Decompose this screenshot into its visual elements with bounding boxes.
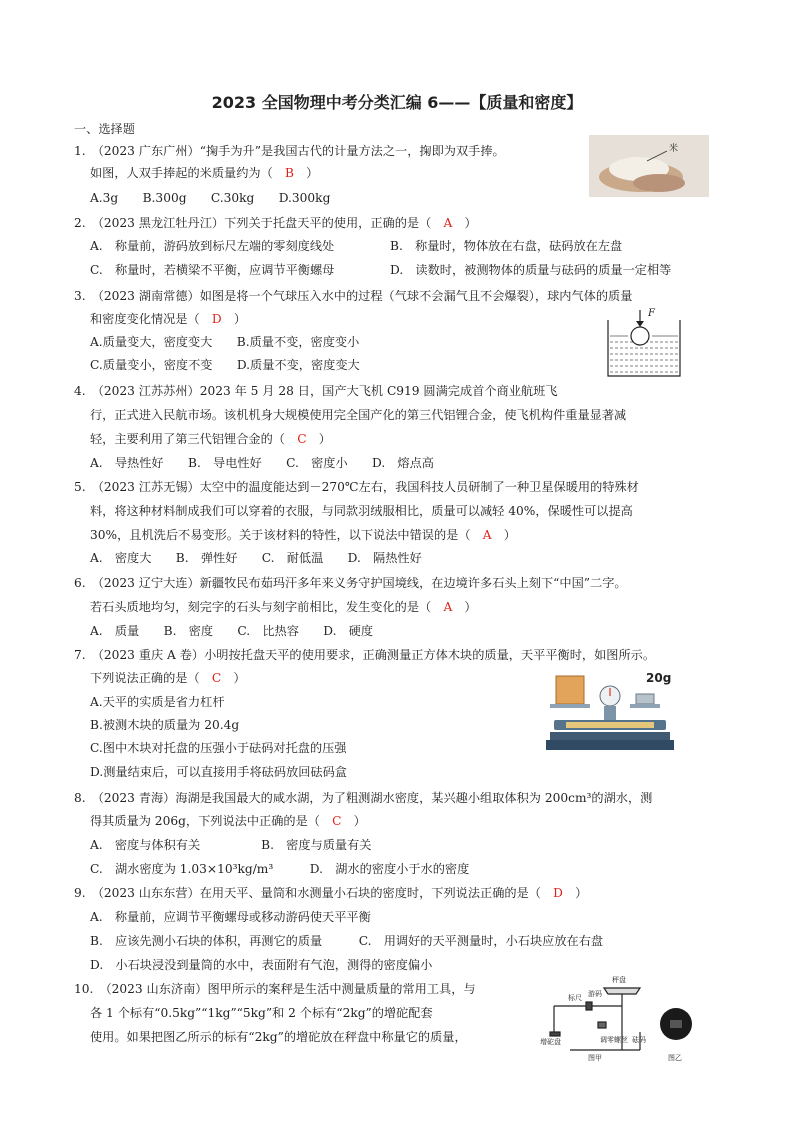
q2-option-b: B. 称量时，物体放在右盘，砝码放在左盘 [390,239,623,253]
q8-options-ab: A. 密度与体积有关 B. 密度与质量有关 [90,838,372,852]
weight-label: 20g [646,671,672,685]
rice-hands-figure [589,135,709,197]
label-figure-jia: 图甲 [588,1054,602,1062]
q9-answer: D [553,886,563,900]
q5-options: A. 密度大 B. 弹性好 C. 耐低温 D. 隔热性好 [90,551,422,565]
q7-line2: 下列说法正确的是（ C ） [90,671,246,685]
q9-option-d: D. 小石块浸没到量筒的水中，表面附有气泡，测得的密度偏小 [90,958,433,972]
label-weight-tray: 增砣盘 [540,1038,561,1046]
force-label: F [648,308,655,319]
q6-options: A. 质量 B. 密度 C. 比热容 D. 硬度 [90,624,374,638]
section-heading: 一、选择题 [74,122,135,136]
label-weight: 砝码 [632,1036,646,1044]
q4-line3: 轻，主要利用了第三代铝锂合金的（ C ） [90,432,331,446]
q9-options-bc: B. 应该先测小石块的体积，再测它的质量 C. 用调好的天平测量时，小石块应放在右盘 [90,934,604,948]
q9-option-a: A. 称量前，应调节平衡螺母或移动游码使天平平衡 [90,910,371,924]
q3-answer: D [211,312,222,326]
q2-option-d: D. 读数时，被测物体的质量与砝码的质量一定相等 [390,263,672,277]
q3-options-cd: C.质量变小，密度不变 D.质量不变，密度变大 [90,358,360,372]
label-scale-bar: 标尺 [568,994,582,1002]
q4-line1: 4. （2023 江苏苏州）2023 年 5 月 28 日，国产大飞机 C919 圆满完成首个商业航班飞 [74,384,558,398]
q10-line2: 各 1 个标有“0.5kg”“1kg”“5kg”和 2 个标有“2kg”的增砣配套 [90,1006,433,1020]
q2-line1: 2. （2023 黑龙江牡丹江）下列关于托盘天平的使用，正确的是（ A ） [74,216,477,230]
q7-line1: 7. （2023 重庆 A 卷）小明按托盘天平的使用要求，正确测量正方体木块的质量，天平平衡时，如图所示。 [74,648,656,662]
balance-figure [546,664,676,756]
label-zero-screw: 调零螺丝 [600,1036,628,1044]
q2-option-a: A. 称量前，游码放到标尺左端的零刻度线处 [90,239,335,253]
q3-line1: 3. （2023 湖南常德）如图是将一个气球压入水中的过程（气球不会漏气且不会爆裂），球内气体的质量 [74,289,633,303]
platform-scale-figure [540,972,700,1064]
q7-option-d: D.测量结束后，可以直接用手将砝码放回砝码盒 [90,765,347,779]
q7-option-b: B.被测木块的质量为 20.4g [90,718,240,732]
q2-option-c: C. 称量时，若横梁不平衡，应调节平衡螺母 [90,263,335,277]
q7-option-c: C.图中木块对托盘的压强小于砝码对托盘的压强 [90,741,347,755]
q2-answer: A [443,216,453,230]
q8-line1: 8. （2023 青海）海湖是我国最大的咸水湖，为了粗测湖水密度，某兴趣小组取体积为 200cm³的湖水，测 [74,791,653,805]
q6-answer: A [443,600,453,614]
q4-answer: C [297,432,307,446]
q7-option-a: A.天平的实质是省力杠杆 [90,695,225,709]
q3-options-ab: A.质量变大，密度变大 B.质量不变，密度变小 [90,335,360,349]
q4-options: A. 导热性好 B. 导电性好 C. 密度小 D. 熔点高 [90,456,434,470]
q5-line1: 5. （2023 江苏无锡）太空中的温度能达到－270℃左右，我国科技人员研制了一种卫星保暖用的特殊材 [74,480,639,494]
q1-line2: 如图，人双手捧起的米质量约为（ B ） [90,166,319,180]
balloon-water-figure [604,306,684,378]
q10-line1: 10. （2023 山东济南）图甲所示的案秤是生活中测量质量的常用工具，与 [74,982,476,996]
q1-options: A.3g B.300g C.30kg D.300kg [90,191,331,205]
q4-line2: 行，正式进入民航市场。该机机身大规模使用完全国产化的第三代铝锂合金，使飞机构件重量显著减 [90,408,627,422]
q8-line2: 得其质量为 206g，下列说法中正确的是（ C ） [90,814,366,828]
label-pan: 秤盘 [612,976,626,984]
label-rider: 游码 [588,990,602,998]
q1-line1: 1. （2023 广东广州）“掬手为升”是我国古代的计量方法之一，掬即为双手捧。 [74,144,505,158]
q1-answer: B [285,166,294,180]
q9-line1: 9. （2023 山东东营）在用天平、量筒和水测量小石块的密度时，下列说法正确的是（ D ） [74,886,588,900]
q8-options-cd: C. 湖水密度为 1.03×10³kg/m³ D. 湖水的密度小于水的密度 [90,862,470,876]
q5-answer: A [482,528,492,542]
q5-line2: 料，将这种材料制成我们可以穿着的衣服，与同款羽绒服相比，质量可以减轻 40%，保暖性可以提高 [90,504,633,518]
q7-answer: C [211,671,222,685]
label-figure-yi: 图乙 [668,1054,682,1062]
q10-line3: 使用。如果把图乙所示的标有“2kg”的增砣放在秤盘中称量它的质量， [90,1030,467,1044]
q5-line3: 30%，且机洗后不易变形。关于该材料的特性，以下说法中错误的是（ A ） [90,528,516,542]
page-title: 2023 全国物理中考分类汇编 6——【质量和密度】 [211,93,583,112]
q6-line1: 6. （2023 辽宁大连）新疆牧民布茹玛汗多年来义务守护国境线，在边境许多石头上刻下“中国”二字。 [74,576,627,590]
figure-label-mi: 米 [669,144,679,154]
q6-line2: 若石头质地均匀，刻完字的石头与刻字前相比，发生变化的是（ A ） [90,600,477,614]
q3-line2: 和密度变化情况是（ D ） [90,312,247,326]
q8-answer: C [332,814,342,828]
